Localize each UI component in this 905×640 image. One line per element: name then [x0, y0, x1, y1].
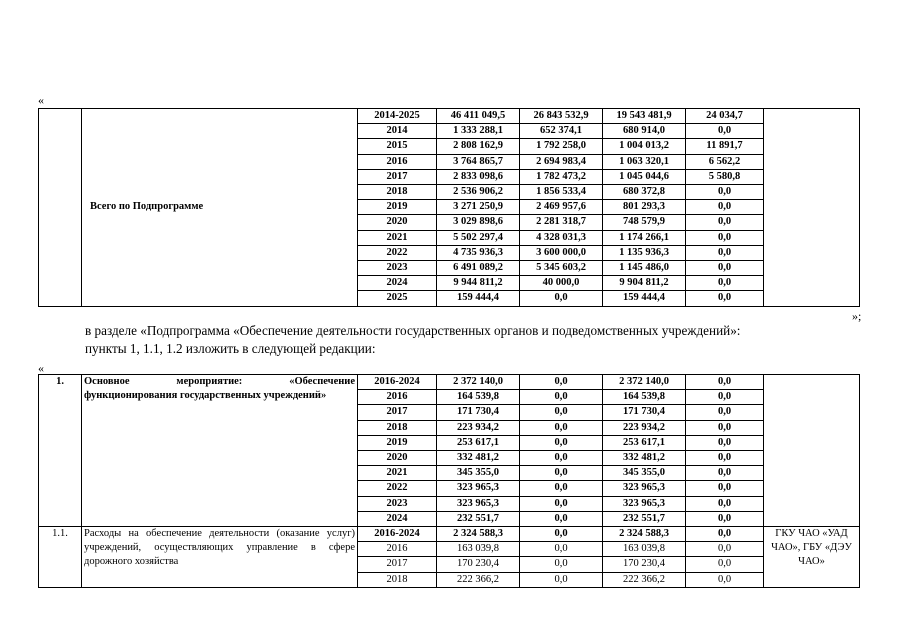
total-cell: 6 491 089,2: [437, 261, 520, 276]
total-cell: 164 539,8: [437, 390, 520, 405]
instruction-line-2: пункты 1, 1.1, 1.2 изложить в следующей редакции:: [85, 341, 376, 356]
total-cell: 163 039,8: [437, 542, 520, 557]
period-cell: 2017: [358, 557, 437, 572]
regional-cell: 1 145 486,0: [603, 261, 686, 276]
regional-cell: 171 730,4: [603, 405, 686, 420]
federal-cell: 652 374,1: [520, 124, 603, 139]
other-cell: 5 580,8: [686, 169, 764, 184]
other-cell: 0,0: [686, 291, 764, 306]
period-cell: 2021: [358, 230, 437, 245]
other-cell: 0,0: [686, 230, 764, 245]
period-cell: 2019: [358, 435, 437, 450]
total-cell: 1 333 288,1: [437, 124, 520, 139]
federal-cell: 0,0: [520, 527, 603, 542]
responsible-cell-empty: [764, 375, 860, 527]
other-cell: 0,0: [686, 261, 764, 276]
period-cell: 2021: [358, 466, 437, 481]
quote-open-1: «: [38, 93, 44, 107]
regional-cell: 232 551,7: [603, 511, 686, 526]
responsible-cell: ГКУ ЧАО «УАД ЧАО», ГБУ «ДЭУ ЧАО»: [764, 527, 860, 588]
federal-cell: 0,0: [520, 420, 603, 435]
regional-cell: 801 293,3: [603, 200, 686, 215]
regional-cell: 680 372,8: [603, 185, 686, 200]
federal-cell: 3 600 000,0: [520, 245, 603, 260]
item-number: 1.1.: [39, 527, 82, 588]
total-cell: 2 808 162,9: [437, 139, 520, 154]
total-cell: 4 735 936,3: [437, 245, 520, 260]
period-cell: 2014: [358, 124, 437, 139]
period-cell: 2024: [358, 276, 437, 291]
other-cell: 0,0: [686, 405, 764, 420]
other-cell: 0,0: [686, 276, 764, 291]
total-cell: 3 029 898,6: [437, 215, 520, 230]
period-cell: 2024: [358, 511, 437, 526]
number-cell-empty: [39, 109, 82, 307]
other-cell: 0,0: [686, 200, 764, 215]
period-cell: 2017: [358, 405, 437, 420]
other-cell: 0,0: [686, 481, 764, 496]
total-cell: 2 833 098,6: [437, 169, 520, 184]
total-cell: 2 372 140,0: [437, 375, 520, 390]
federal-cell: 1 856 533,4: [520, 185, 603, 200]
period-cell: 2018: [358, 572, 437, 587]
table-row: [39, 109, 860, 124]
period-cell: 2016: [358, 154, 437, 169]
federal-cell: 0,0: [520, 557, 603, 572]
federal-cell: 2 469 957,6: [520, 200, 603, 215]
other-cell: 6 562,2: [686, 154, 764, 169]
item-name: Расходы на обеспечение деятельности (оказание услуг) учреждений, осуществляющих управление в сфере дорожного хозяйства: [82, 527, 358, 588]
period-cell: 2016-2024: [358, 527, 437, 542]
period-cell: 2020: [358, 451, 437, 466]
period-cell: 2023: [358, 261, 437, 276]
subprogram-items-table: [38, 374, 860, 588]
period-cell: 2020: [358, 215, 437, 230]
other-cell: 0,0: [686, 124, 764, 139]
regional-cell: 19 543 481,9: [603, 109, 686, 124]
regional-cell: 345 355,0: [603, 466, 686, 481]
regional-cell: 680 914,0: [603, 124, 686, 139]
federal-cell: 2 694 983,4: [520, 154, 603, 169]
regional-cell: 1 174 266,1: [603, 230, 686, 245]
total-cell: 9 944 811,2: [437, 276, 520, 291]
total-cell: 5 502 297,4: [437, 230, 520, 245]
regional-cell: 1 063 320,1: [603, 154, 686, 169]
period-cell: 2017: [358, 169, 437, 184]
regional-cell: 748 579,9: [603, 215, 686, 230]
total-cell: 171 730,4: [437, 405, 520, 420]
regional-cell: 1 004 013,2: [603, 139, 686, 154]
other-cell: 11 891,7: [686, 139, 764, 154]
federal-cell: 1 782 473,2: [520, 169, 603, 184]
regional-cell: 9 904 811,2: [603, 276, 686, 291]
period-cell: 2015: [358, 139, 437, 154]
total-cell: 3 764 865,7: [437, 154, 520, 169]
regional-cell: 163 039,8: [603, 542, 686, 557]
total-label: Всего по Подпрограмме: [82, 109, 358, 307]
regional-cell: 332 481,2: [603, 451, 686, 466]
federal-cell: 0,0: [520, 511, 603, 526]
other-cell: 0,0: [686, 435, 764, 450]
other-cell: 24 034,7: [686, 109, 764, 124]
federal-cell: 0,0: [520, 542, 603, 557]
period-cell: 2019: [358, 200, 437, 215]
table-row: [39, 527, 860, 542]
regional-cell: 1 045 044,6: [603, 169, 686, 184]
regional-cell: 2 324 588,3: [603, 527, 686, 542]
period-cell: 2022: [358, 245, 437, 260]
other-cell: 0,0: [686, 557, 764, 572]
federal-cell: 0,0: [520, 435, 603, 450]
federal-cell: 0,0: [520, 496, 603, 511]
regional-cell: 164 539,8: [603, 390, 686, 405]
total-cell: 232 551,7: [437, 511, 520, 526]
period-cell: 2023: [358, 496, 437, 511]
other-cell: 0,0: [686, 542, 764, 557]
period-cell: 2025: [358, 291, 437, 306]
federal-cell: 0,0: [520, 451, 603, 466]
total-cell: 159 444,4: [437, 291, 520, 306]
federal-cell: 5 345 603,2: [520, 261, 603, 276]
federal-cell: 0,0: [520, 466, 603, 481]
total-cell: 323 965,3: [437, 481, 520, 496]
item-number: 1.: [39, 375, 82, 527]
total-cell: 170 230,4: [437, 557, 520, 572]
other-cell: 0,0: [686, 496, 764, 511]
subprogram-total-table: [38, 108, 860, 307]
total-cell: 253 617,1: [437, 435, 520, 450]
period-cell: 2016: [358, 542, 437, 557]
other-cell: 0,0: [686, 215, 764, 230]
table-row: [39, 375, 860, 390]
period-cell: 2014-2025: [358, 109, 437, 124]
period-cell: 2016-2024: [358, 375, 437, 390]
federal-cell: 26 843 532,9: [520, 109, 603, 124]
other-cell: 0,0: [686, 375, 764, 390]
item-name: Основное мероприятие: «Обеспечение функционирования государственных учреждений»: [82, 375, 358, 527]
other-cell: 0,0: [686, 420, 764, 435]
federal-cell: 1 792 258,0: [520, 139, 603, 154]
quote-open-2: «: [38, 361, 44, 375]
other-cell: 0,0: [686, 451, 764, 466]
total-cell: 222 366,2: [437, 572, 520, 587]
instruction-line-1: в разделе «Подпрограмма «Обеспечение деятельности государственных органов и подведомственных учреждений»:: [85, 323, 741, 338]
other-cell: 0,0: [686, 466, 764, 481]
period-cell: 2016: [358, 390, 437, 405]
total-cell: 2 536 906,2: [437, 185, 520, 200]
period-cell: 2022: [358, 481, 437, 496]
total-cell: 2 324 588,3: [437, 527, 520, 542]
other-cell: 0,0: [686, 511, 764, 526]
other-cell: 0,0: [686, 390, 764, 405]
regional-cell: 170 230,4: [603, 557, 686, 572]
total-cell: 223 934,2: [437, 420, 520, 435]
federal-cell: 0,0: [520, 390, 603, 405]
other-cell: 0,0: [686, 185, 764, 200]
total-cell: 332 481,2: [437, 451, 520, 466]
federal-cell: 40 000,0: [520, 276, 603, 291]
other-cell: 0,0: [686, 245, 764, 260]
total-cell: 3 271 250,9: [437, 200, 520, 215]
regional-cell: 223 934,2: [603, 420, 686, 435]
total-cell: 345 355,0: [437, 466, 520, 481]
regional-cell: 323 965,3: [603, 496, 686, 511]
federal-cell: 4 328 031,3: [520, 230, 603, 245]
federal-cell: 0,0: [520, 481, 603, 496]
federal-cell: 0,0: [520, 405, 603, 420]
federal-cell: 0,0: [520, 572, 603, 587]
federal-cell: 0,0: [520, 291, 603, 306]
total-cell: 323 965,3: [437, 496, 520, 511]
regional-cell: 222 366,2: [603, 572, 686, 587]
period-cell: 2018: [358, 420, 437, 435]
regional-cell: 2 372 140,0: [603, 375, 686, 390]
regional-cell: 1 135 936,3: [603, 245, 686, 260]
responsible-cell-empty: [764, 109, 860, 307]
period-cell: 2018: [358, 185, 437, 200]
federal-cell: 2 281 318,7: [520, 215, 603, 230]
total-cell: 46 411 049,5: [437, 109, 520, 124]
other-cell: 0,0: [686, 572, 764, 587]
regional-cell: 253 617,1: [603, 435, 686, 450]
other-cell: 0,0: [686, 527, 764, 542]
federal-cell: 0,0: [520, 375, 603, 390]
regional-cell: 159 444,4: [603, 291, 686, 306]
quote-close: »;: [852, 309, 862, 323]
regional-cell: 323 965,3: [603, 481, 686, 496]
